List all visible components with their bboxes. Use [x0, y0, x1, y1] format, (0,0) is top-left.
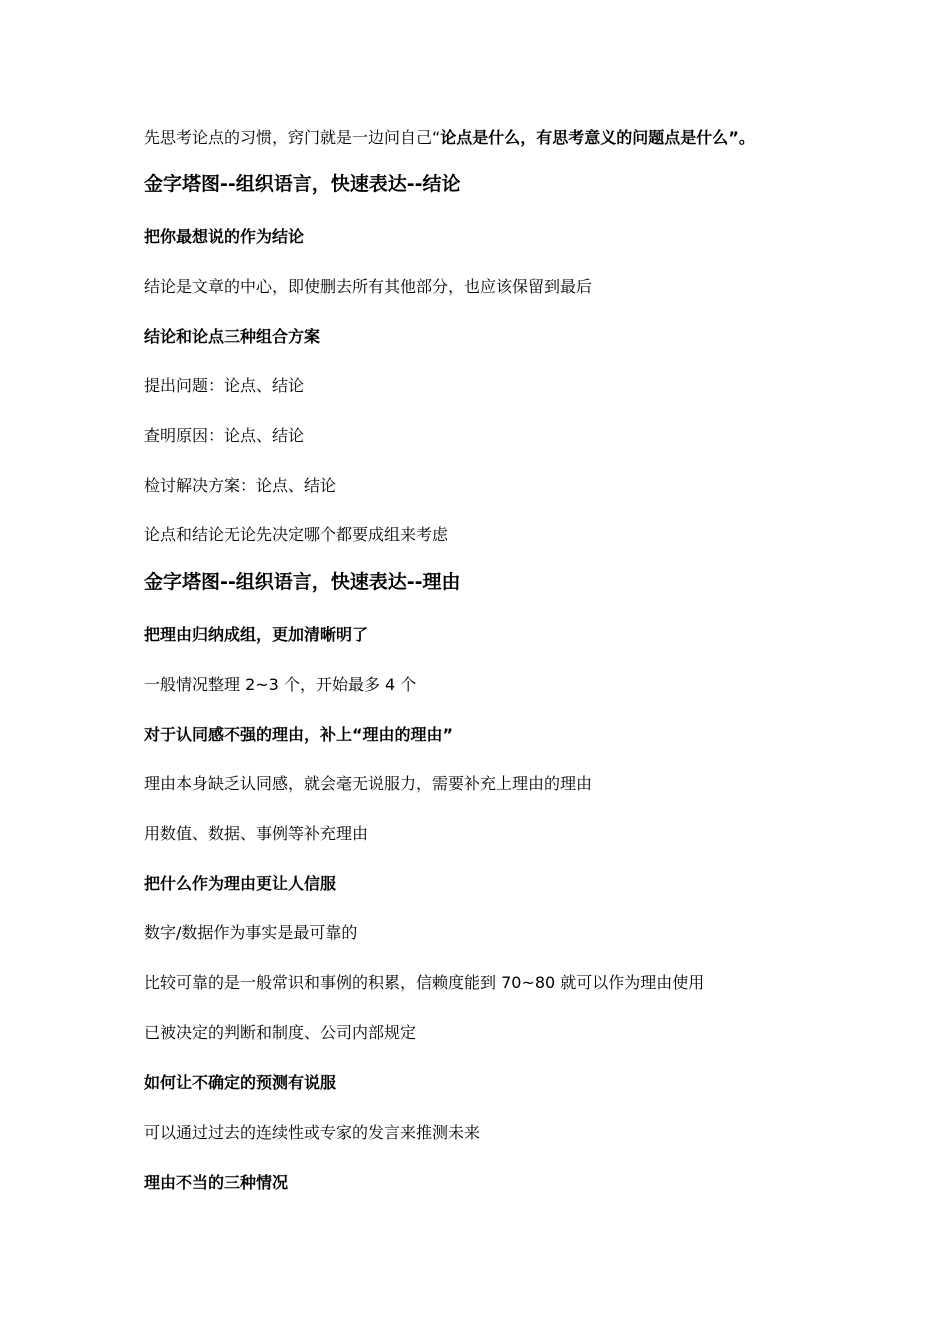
intro-text: 先思考论点的习惯，窍门就是一边问自己“	[144, 128, 441, 147]
intro-end-text: ”。	[728, 128, 755, 147]
paragraph: 比较可靠的是一般常识和事例的积累，信赖度能到 70~80 就可以作为理由使用	[144, 973, 705, 992]
subheading: 对于认同感不强的理由，补上“理由的理由”	[144, 725, 454, 744]
intro-bold-text: 论点是什么，有思考意义的问题点是什么	[440, 128, 729, 147]
paragraph: 查明原因：论点、结论	[144, 426, 305, 445]
paragraph: 论点和结论无论先决定哪个都要成组来考虑	[144, 525, 449, 544]
subheading: 如何让不确定的预测有说服	[144, 1073, 337, 1092]
subheading: 把你最想说的作为结论	[144, 227, 305, 246]
paragraph: 理由本身缺乏认同感，就会毫无说服力，需要补充上理由的理由	[144, 774, 593, 793]
subheading: 理由不当的三种情况	[144, 1173, 289, 1192]
section-heading-reason: 金字塔图--组织语言，快速表达--理由	[144, 571, 461, 593]
subheading: 把什么作为理由更让人信服	[144, 874, 337, 893]
paragraph: 一般情况整理 2~3 个，开始最多 4 个	[144, 675, 417, 694]
paragraph: 检讨解决方案：论点、结论	[144, 476, 337, 495]
subheading: 把理由归纳成组，更加清晰明了	[144, 625, 369, 644]
paragraph: 可以通过过去的连续性或专家的发言来推测未来	[144, 1123, 481, 1142]
paragraph: 结论是文章的中心，即使删去所有其他部分，也应该保留到最后	[144, 277, 593, 296]
paragraph: 提出问题：论点、结论	[144, 376, 305, 395]
section-heading-conclusion: 金字塔图--组织语言，快速表达--结论	[144, 173, 461, 195]
paragraph: 数字/数据作为事实是最可靠的	[144, 923, 358, 942]
subheading: 结论和论点三种组合方案	[144, 327, 321, 346]
paragraph: 用数值、数据、事例等补充理由	[144, 824, 369, 843]
paragraph: 已被决定的判断和制度、公司内部规定	[144, 1023, 417, 1042]
intro-paragraph	[144, 130, 755, 146]
